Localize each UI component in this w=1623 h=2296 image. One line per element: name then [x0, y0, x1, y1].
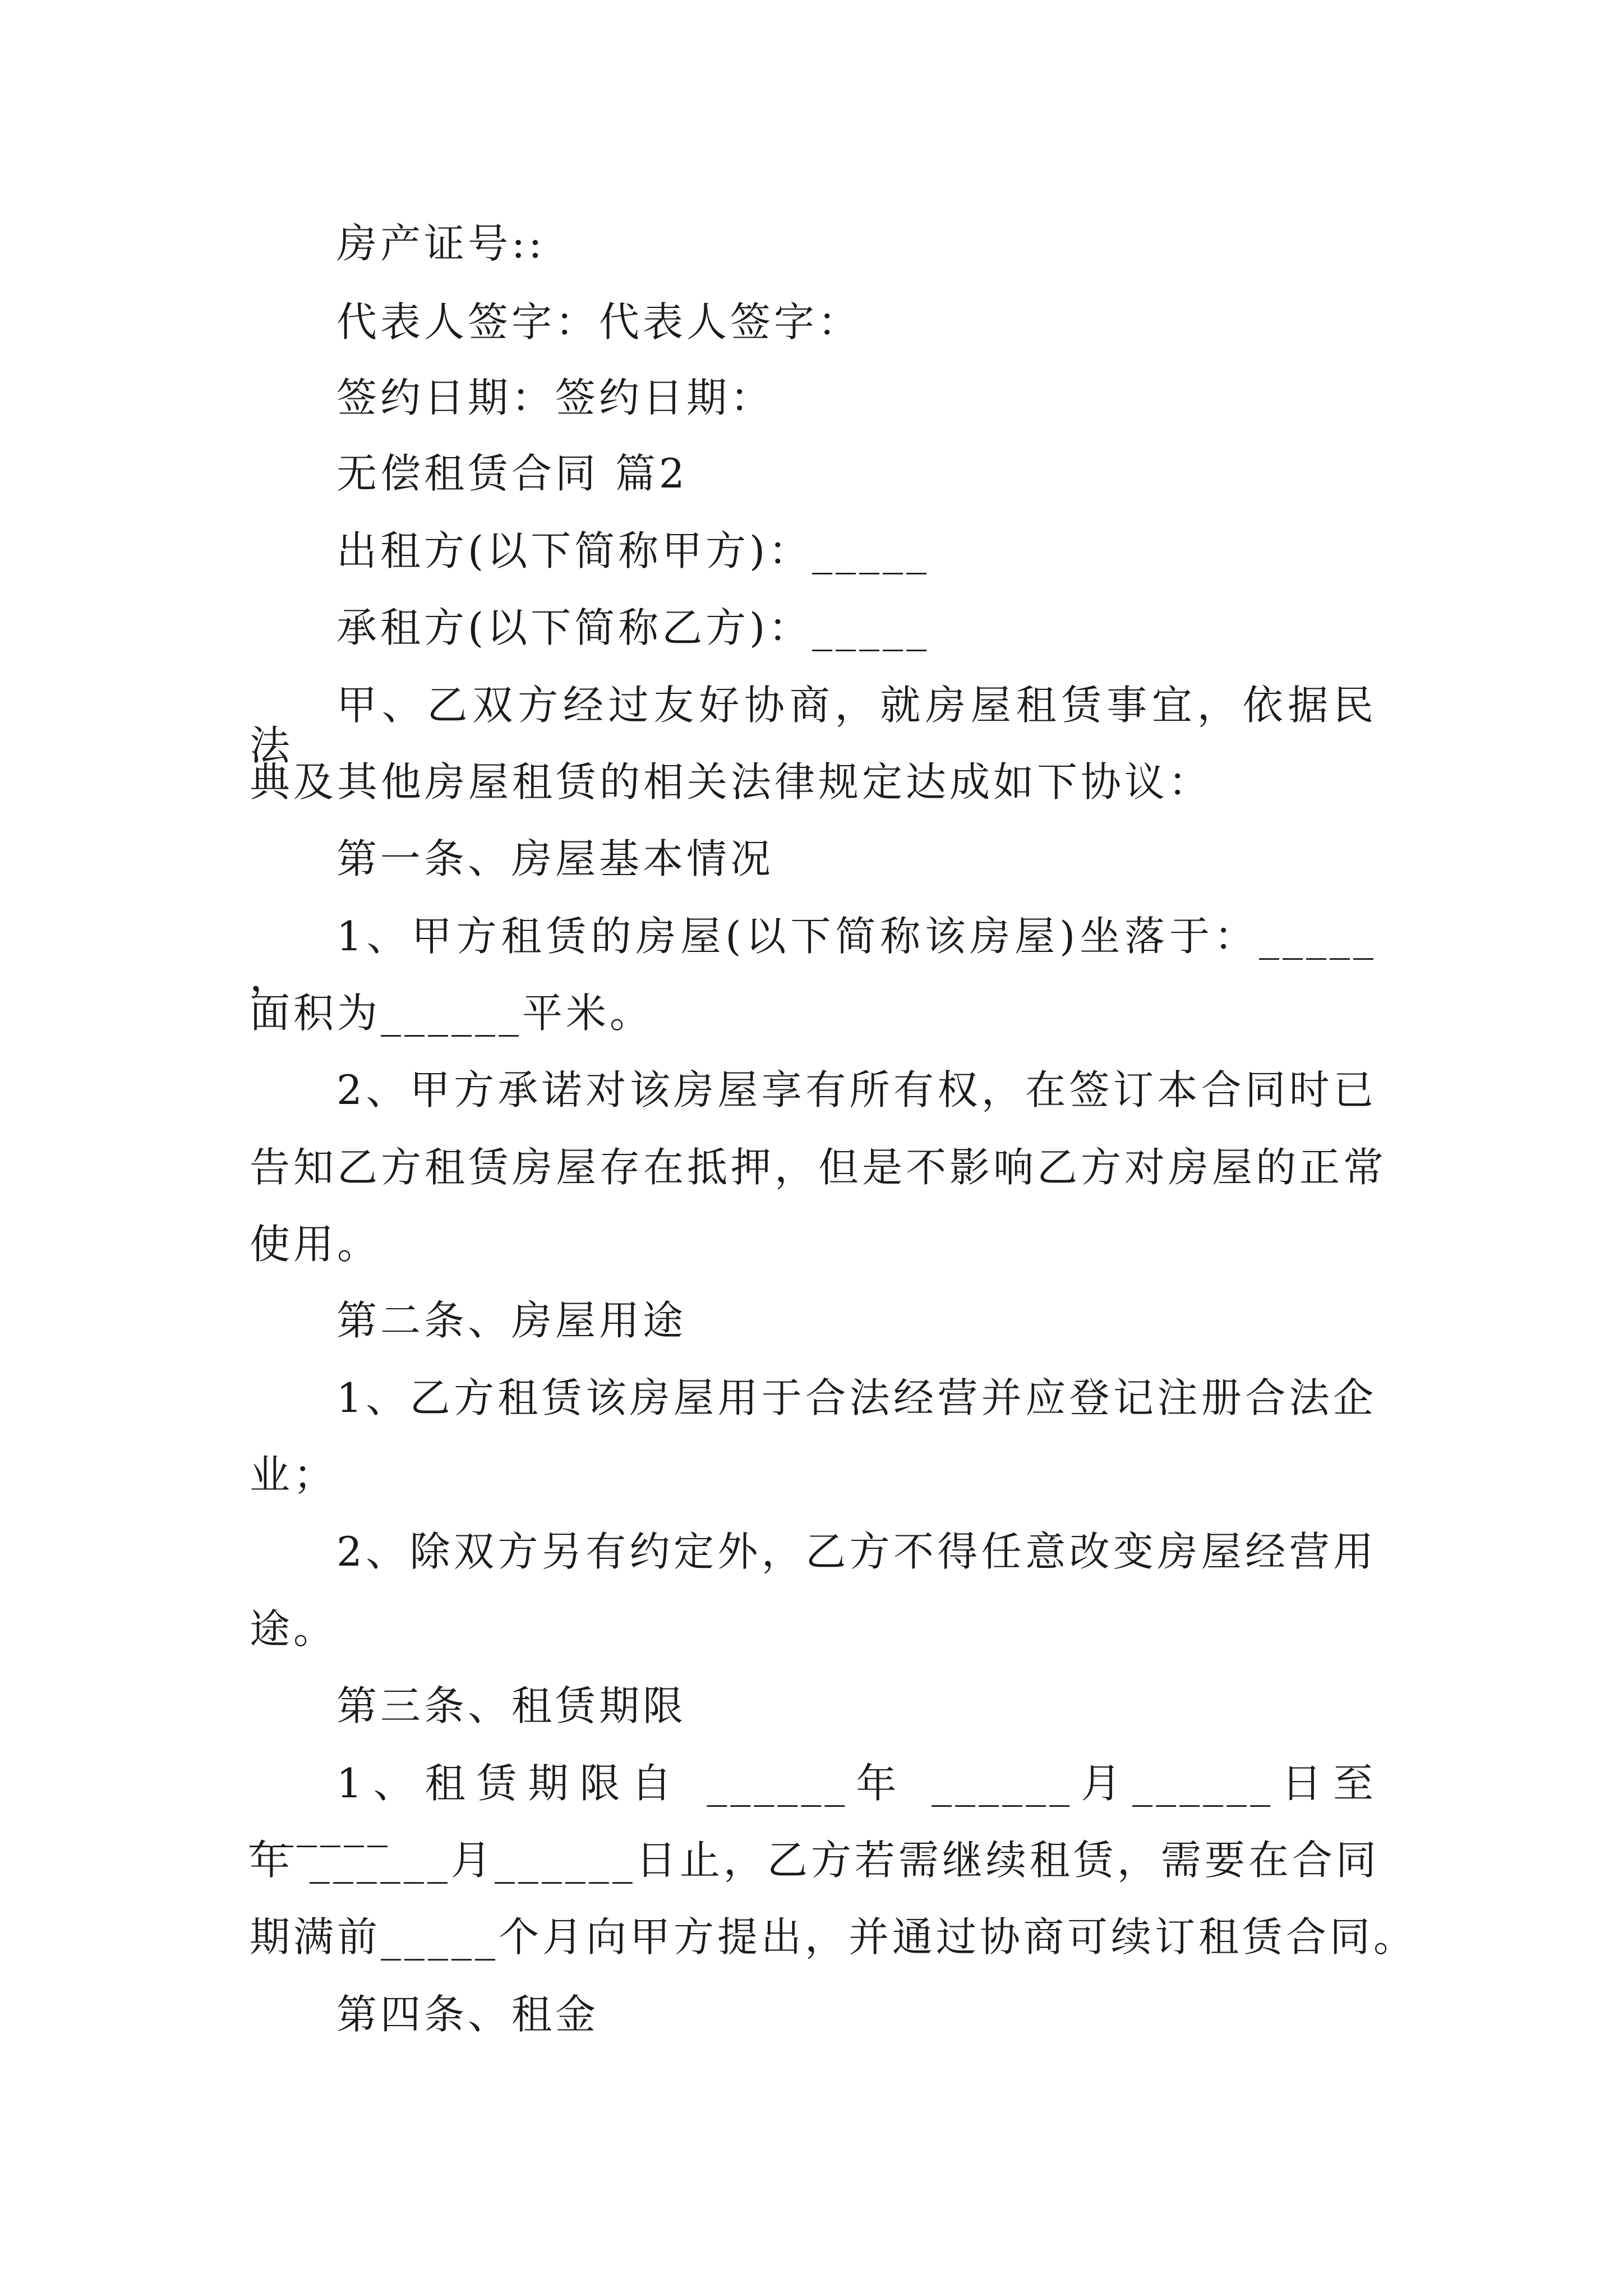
paragraph-line: 1、租赁期限自 ______年 ______月______日至 ______: [250, 1760, 1377, 1847]
article-heading: 第二条、房屋用途: [336, 1297, 687, 1344]
text-line: 承租方(以下简称乙方)：_____: [336, 604, 930, 651]
paragraph-line: 途。: [250, 1605, 338, 1653]
paragraph-line: 1、甲方租赁的房屋(以下简称该房屋)坐落于：_____ ，: [250, 913, 1377, 1000]
paragraph-line: 典及其他房屋租赁的相关法律规定达成如下协议：: [250, 758, 1212, 806]
section-heading: 无偿租赁合同 篇2: [336, 450, 688, 497]
text-line: 签约日期：签约日期：: [336, 374, 774, 421]
article-heading: 第三条、租赁期限: [336, 1682, 687, 1729]
paragraph-line: 业；: [250, 1451, 338, 1498]
paragraph-line: 2、甲方承诺对该房屋享有所有权，在签订本合同时已: [336, 1066, 1377, 1114]
text-line: 房产证号::: [336, 220, 546, 267]
article-heading: 第四条、租金: [336, 1991, 600, 2038]
text-line: 出租方(以下简称甲方)：_____: [336, 527, 930, 574]
paragraph-line: 期满前_____个月向甲方提出，并通过协商可续订租赁合同。: [250, 1913, 1418, 1961]
paragraph-line: 2、除双方另有约定外，乙方不得任意改变房屋经营用: [336, 1528, 1377, 1575]
paragraph-line: 告知乙方租赁房屋存在抵押，但是不影响乙方对房屋的正常: [250, 1144, 1387, 1191]
text-line: 代表人签字：代表人签字：: [336, 298, 862, 346]
paragraph-line: 1、乙方租赁该房屋用于合法经营并应登记注册合法企: [336, 1374, 1377, 1421]
paragraph-line: 使用。: [250, 1221, 381, 1268]
paragraph-line: 年 ______月______日止，乙方若需继续租赁，需要在合同: [250, 1837, 1380, 1884]
paragraph-line: 甲、乙双方经过友好协商，就房屋租赁事宜，依据民法: [250, 682, 1377, 769]
paragraph-line: 面积为______平米。: [250, 990, 654, 1037]
article-heading: 第一条、房屋基本情况: [336, 835, 774, 882]
